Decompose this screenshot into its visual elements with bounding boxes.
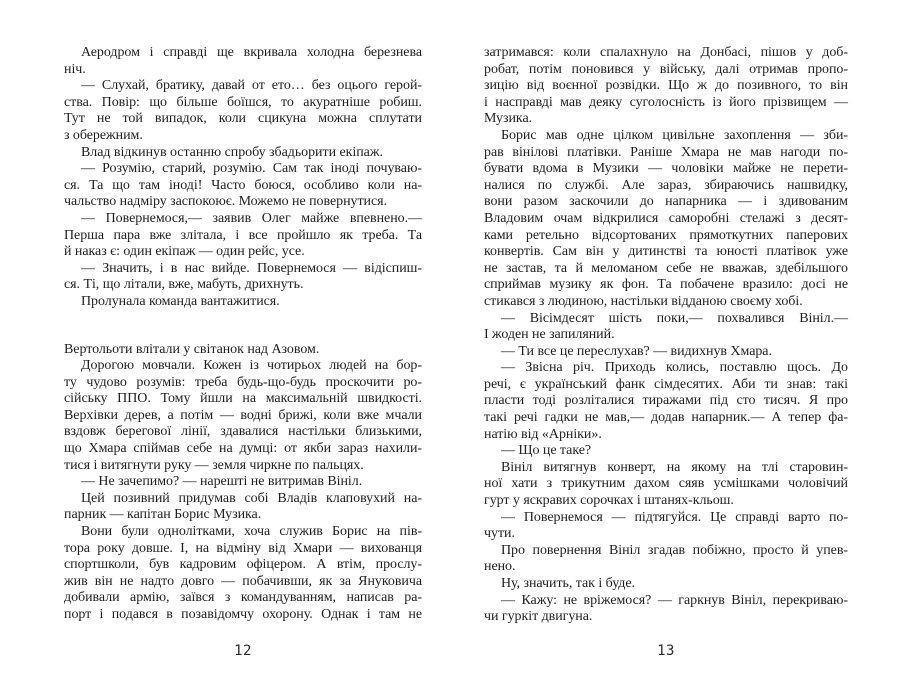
text-line: — Кажу: не вріжемося? — гаркнув Вініл, перекриваю- (501, 592, 848, 608)
text-line: бувати вдома в Музики — чоловіки майже не перети- (484, 161, 848, 177)
text-line: конвертів. Сам він у дитинстві та юності платівок уже (484, 244, 848, 260)
text-line: спортшколи, був кадровим офіцером. А втім, прослу- (64, 557, 422, 573)
text-line: ся. Ті, що літали, вже, мабуть, дрихнуть. (64, 277, 304, 293)
text-line: налися по службі. Але зараз, збираючись нашвидку, (484, 177, 848, 193)
text-line: Музика. (484, 111, 533, 127)
text-line: — Розумію, старий, розумію. Сам так іноді почуваю- (81, 161, 422, 177)
paragraph (484, 344, 848, 361)
text-line: чальство надміру заспокоює. Можемо не повернутися. (64, 194, 388, 210)
text-line: Борис мав одне цілком цивільне захоплення — зби- (501, 127, 848, 143)
paragraph (484, 360, 848, 443)
paragraph (484, 593, 848, 626)
paragraph (484, 128, 848, 311)
paragraph (64, 358, 422, 474)
text-line: Вертольоти влітали у світанок над Азовом. (64, 341, 320, 357)
text-line: робат, потім поновився у війську, далі отримав пропо- (484, 61, 848, 77)
text-line: Владовим очам відкрилися саморобні стелажі з десят- (484, 210, 848, 226)
text-line: добивали армію, заївся з командуванням, написав ра- (64, 590, 422, 606)
paragraph (64, 342, 422, 359)
text-line: — Ти все це переслухав? — видихнув Хмара. (501, 343, 772, 359)
text-line: вздовж берегової лінії, здавалися настільки близькими, (64, 424, 422, 440)
text-line: ся. Та що там іноді! Часто боюся, особливо коли на- (64, 177, 422, 193)
text-line: затримався: коли спалахнуло на Донбасі, пішов у доб- (484, 45, 848, 60)
text-line: пласти тоді розліталися тиражами під сто тисяч. Я про (484, 393, 848, 409)
text-line: такі речі гадки не мав,— додав напарник.— А тепер фа- (484, 410, 848, 426)
text-line: чи гуркіт двигуна. (484, 609, 593, 625)
page-right (484, 45, 848, 692)
text-line: — Значить, і в нас вийде. Повернемося — відіспиш- (81, 260, 422, 276)
page-left (64, 45, 422, 692)
text-line: Дорогою мовчали. Кожен із чотирьох людей на бор- (81, 358, 422, 374)
text-line: жив він не надто довго — побачивши, як за Януковича (64, 573, 422, 589)
text-line: рав вінілові платівки. Раніше Хмара не мав нагоди по- (484, 144, 848, 160)
paragraph (64, 294, 422, 311)
text-line: сприймав музику як фон. Та побачене вразило: досі не (484, 277, 848, 293)
page-number-right: 13 (657, 643, 675, 659)
page-left-text (64, 45, 422, 624)
paragraph (484, 510, 848, 543)
paragraph (64, 474, 422, 491)
text-line: гурт у яскравих сорочках і штанях-кльош. (484, 493, 734, 509)
text-line: ства. Повір: що більше боїшся, то акуратніше робиш. (64, 94, 422, 110)
paragraph (484, 576, 848, 593)
text-line: парник — капітан Борис Музика. (64, 507, 262, 523)
text-line: Перша пара вже злітала, і все пройшло як треба. Та (64, 227, 422, 243)
paragraph (64, 524, 422, 624)
text-line: — Не зачепимо? — нарешті не витримав Вініл. (81, 474, 363, 490)
text-line: з обережним. (64, 127, 143, 143)
text-line: ної хати з трикутним дахом сяяв усмішками чоловічий (484, 476, 848, 492)
text-line: — Повернемося,— заявив Олег майже впевнено.— (81, 210, 422, 226)
text-line: — Що це таке? (501, 443, 592, 459)
paragraph (64, 161, 422, 211)
text-line: чути. (484, 526, 515, 542)
text-line: порт і подався в позавідомчу охорону. Однак і там не (64, 607, 422, 622)
text-line: і насправді мав деяку суголосність із його прізвищем — (484, 94, 848, 110)
paragraph (484, 460, 848, 510)
text-line: Про повернення Вініл згадав побіжно, просто й упев- (501, 542, 848, 558)
text-line: речі, є український фанк сімдесятих. Аби ти знав: такі (484, 376, 848, 392)
text-line: тися і витягнути руку — земля чиркне по пальцях. (64, 457, 364, 473)
text-line: не застав, та й меломаном себе не вважав, здебільшого (484, 260, 848, 276)
paragraph (64, 261, 422, 294)
text-line: що Хмара спіймав себе на думці: от якби зараз нахили- (64, 441, 422, 457)
paragraph (64, 491, 422, 524)
paragraph (64, 211, 422, 261)
text-line: вони разом заскочили до напарника — і здивованим (484, 194, 848, 210)
text-line: ками ретельно відсортованих прямоткутних паперових (484, 227, 848, 243)
text-line: — Слухай, братику, давай от ето… без оцього герой- (81, 78, 422, 94)
text-line: І жоден не запиляний. (484, 327, 615, 343)
text-line: натію від «Арніки». (484, 426, 602, 442)
paragraph (64, 78, 422, 144)
text-line: ту чудово розумів: треба будь-що-будь проскочити ро- (64, 374, 422, 390)
text-line: — Вісімдесят шість поки,— похвалився Вініл.— (501, 310, 848, 326)
page-right-text (484, 45, 848, 626)
text-line: Ну, значить, так і буде. (501, 576, 635, 591)
text-line: Аеродром і справді ще вкривала холодна березнева (81, 45, 422, 60)
text-line: — Звісна річ. Приходь колись, поставлю щось. До (501, 360, 848, 376)
text-line: сійську ППО. Тому йшли на максимальній швидкості. (64, 391, 422, 407)
text-line: й наказ є: один екіпаж — один рейс, усе. (64, 244, 305, 260)
text-line: Пролунала команда вантажитися. (81, 293, 280, 309)
paragraph (64, 145, 422, 162)
text-line: Тут не той випадок, коли сцикуна можна сплутати (64, 111, 422, 127)
text-line: тора року довше. І, на відміну від Хмари — вихованця (64, 540, 422, 556)
text-line: стикався з людиною, настільки відданою своєму хобі. (484, 293, 803, 309)
text-line: Цей позивний придумав собі Владів клаповухий на- (81, 490, 422, 506)
text-line: нено. (484, 559, 516, 575)
paragraph (64, 45, 422, 78)
text-line: — Повернемося — підтягуйся. Це справді варто по- (501, 509, 848, 525)
text-line: зицію від воєнної розвідки. Що ж до позивного, то він (484, 78, 848, 94)
paragraph (484, 443, 848, 460)
paragraph (484, 311, 848, 344)
paragraph (484, 543, 848, 576)
paragraph (484, 45, 848, 128)
text-line: ніч. (64, 61, 86, 77)
text-line: Вони були однолітками, хоча служив Борис на пів- (81, 524, 422, 540)
text-line: Вініл витягнув конверт, на якому на тлі старовин- (501, 459, 848, 475)
text-line: Влад відкинув останню спробу збадьорити екіпаж. (81, 144, 383, 160)
text-line: Верхівки дерев, а потім — водні брижі, коли вже мчали (64, 407, 422, 423)
page-number-left: 12 (234, 643, 252, 659)
